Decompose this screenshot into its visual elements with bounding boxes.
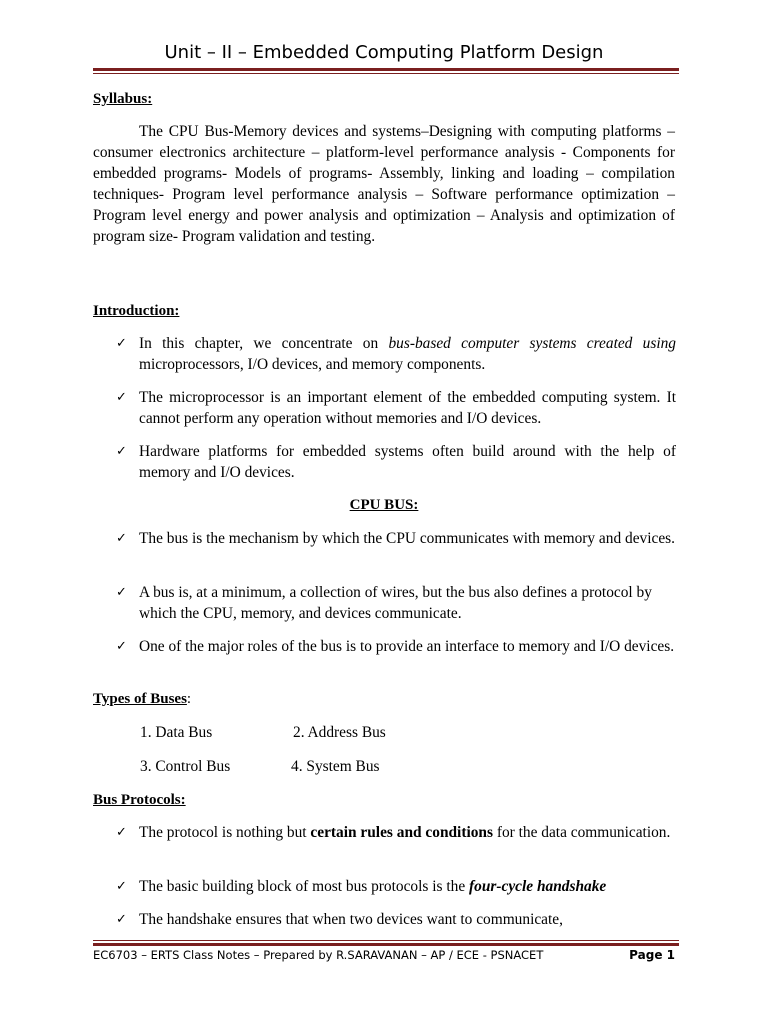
bullet-text: The bus is the mechanism by which the CPU communicates with memory and devices. [139, 530, 675, 547]
introduction-heading: Introduction: [93, 303, 180, 319]
bullet-text: The protocol is nothing but certain rules and conditions for the data communication. [139, 824, 671, 841]
bus-type-item: 1. Data Bus [140, 724, 213, 741]
list-item [116, 822, 676, 843]
checkmark-icon: ✓ [116, 444, 127, 459]
bus-type-item: 3. Control Bus [140, 758, 231, 775]
bullet-text: One of the major roles of the bus is to provide an interface to memory and I/O devices. [139, 638, 675, 655]
list-item [116, 441, 676, 483]
checkmark-icon: ✓ [116, 531, 127, 546]
list-item [116, 636, 676, 657]
checkmark-icon: ✓ [116, 912, 127, 927]
list-item [116, 387, 676, 429]
list-item [116, 333, 676, 375]
bullet-text: The basic building block of most bus protocols is the four-cycle handshake [139, 878, 607, 895]
header-rule-thick [93, 68, 679, 71]
syllabus-heading: Syllabus: [93, 91, 153, 107]
checkmark-icon: ✓ [116, 639, 127, 654]
types-of-buses-heading: Types of Buses: [93, 691, 192, 707]
syllabus-paragraph: The CPU Bus-Memory devices and systems–Designing with computing platforms – consumer electronics architecture – platform-level performance analysis - Components for embedded programs- Models of programs- Assembly, linking and loading – compilation techniques- Program level performance analysis – Software performance optimization – Program level energy and power analysis and optimization – Analysis and optimization of program size- Program validation and testing. [93, 123, 675, 245]
checkmark-icon: ✓ [116, 825, 127, 840]
checkmark-icon: ✓ [116, 390, 127, 405]
list-item [116, 582, 676, 624]
list-item [116, 909, 676, 930]
bullet-text: The microprocessor is an important element of the embedded computing system. It cannot perform any operation without memories and I/O devices. [139, 389, 676, 427]
checkmark-icon: ✓ [116, 879, 127, 894]
page-header-title: Unit – II – Embedded Computing Platform Design [164, 42, 604, 63]
footer-rule-thin [93, 940, 679, 941]
bullet-text: Hardware platforms for embedded systems often build around with the help of memory and I/O devices. [139, 443, 676, 481]
bus-type-item: 2. Address Bus [293, 724, 386, 741]
header-rule-thin [93, 73, 679, 74]
footer-rule-thick [93, 943, 679, 946]
bus-protocols-heading: Bus Protocols: [93, 792, 186, 808]
bullet-text: A bus is, at a minimum, a collection of wires, but the bus also defines a protocol by which the CPU, memory, and devices communicate. [139, 584, 652, 622]
bus-type-item: 4. System Bus [291, 758, 380, 775]
bullet-text: The handshake ensures that when two devices want to communicate, [139, 911, 563, 928]
page-number: Page 1 [629, 948, 675, 962]
checkmark-icon: ✓ [116, 336, 127, 351]
cpu-bus-heading: CPU BUS: [349, 497, 419, 513]
footer-credit: EC6703 – ERTS Class Notes – Prepared by R.SARAVANAN – AP / ECE - PSNACET [93, 948, 544, 962]
list-item [116, 528, 676, 549]
list-item [116, 876, 676, 897]
checkmark-icon: ✓ [116, 585, 127, 600]
bullet-text: In this chapter, we concentrate on bus-based computer systems created using microprocessors, I/O devices, and memory components. [139, 335, 676, 373]
